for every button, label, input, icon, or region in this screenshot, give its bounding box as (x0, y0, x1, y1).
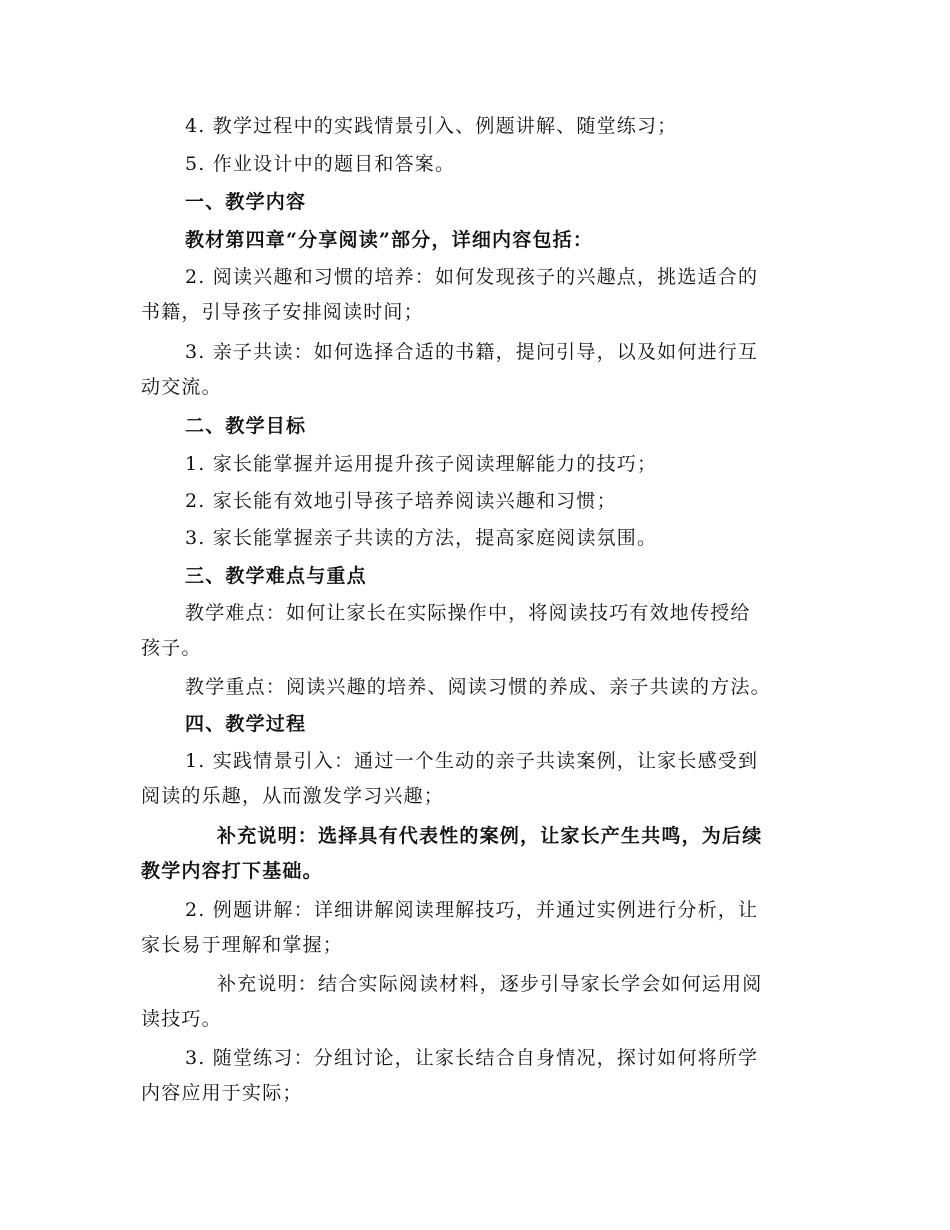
process-item-3-line2: 内容应用于实际； (141, 1082, 303, 1104)
list-item-5: 5. 作业设计中的题目和答案。 (185, 153, 456, 175)
process-item-1-line2: 阅读的乐趣，从而激发学习兴趣； (141, 785, 445, 807)
process-item-2-line1: 2. 例题讲解：详细讲解阅读理解技巧，并通过实例进行分析，让 (185, 899, 759, 921)
list-item-4: 4. 教学过程中的实践情景引入、例题讲解、随堂练习； (185, 115, 678, 137)
supplement-1-line2: 教学内容打下基础。 (141, 860, 323, 882)
process-item-1-line1: 1. 实践情景引入：通过一个生动的亲子共读案例，让家长感受到 (185, 750, 759, 772)
supplement-2-line2: 读技巧。 (141, 1008, 222, 1030)
process-item-2-line2: 家长易于理解和掌握； (141, 934, 344, 956)
section-heading-difficulties: 三、教学难点与重点 (185, 565, 367, 587)
process-item-3-line1: 3. 随堂练习：分组讨论，让家长结合自身情况，探讨如何将所学 (185, 1047, 759, 1069)
key-points: 教学重点：阅读兴趣的培养、阅读习惯的养成、亲子共读的方法。 (185, 676, 771, 698)
goal-item-1: 1. 家长能掌握并运用提升孩子阅读理解能力的技巧； (185, 453, 658, 475)
content-item-3-line2: 动交流。 (141, 376, 222, 398)
section-heading-teaching-content: 一、教学内容 (185, 191, 307, 213)
content-item-3-line1: 3. 亲子共读：如何选择合适的书籍，提问引导，以及如何进行互 (185, 341, 759, 363)
content-item-2-line2: 书籍，引导孩子安排阅读时间； (141, 301, 424, 323)
difficulty-line1: 教学难点：如何让家长在实际操作中，将阅读技巧有效地传授给 (185, 602, 751, 624)
content-intro: 教材第四章“分享阅读”部分，详细内容包括： (185, 229, 594, 251)
content-item-2-line1: 2. 阅读兴趣和习惯的培养：如何发现孩子的兴趣点，挑选适合的 (185, 266, 759, 288)
supplement-1-line1: 补充说明：选择具有代表性的案例，让家长产生共鸣，为后续 (217, 825, 763, 847)
section-heading-process: 四、教学过程 (185, 713, 307, 735)
section-heading-teaching-goals: 二、教学目标 (185, 415, 307, 437)
goal-item-3: 3. 家长能掌握亲子共读的方法，提高家庭阅读氛围。 (185, 527, 658, 549)
goal-item-2: 2. 家长能有效地引导孩子培养阅读兴趣和习惯； (185, 490, 617, 512)
difficulty-line2: 孩子。 (141, 637, 202, 659)
supplement-2-line1: 补充说明：结合实际阅读材料，逐步引导家长学会如何运用阅 (217, 973, 763, 995)
